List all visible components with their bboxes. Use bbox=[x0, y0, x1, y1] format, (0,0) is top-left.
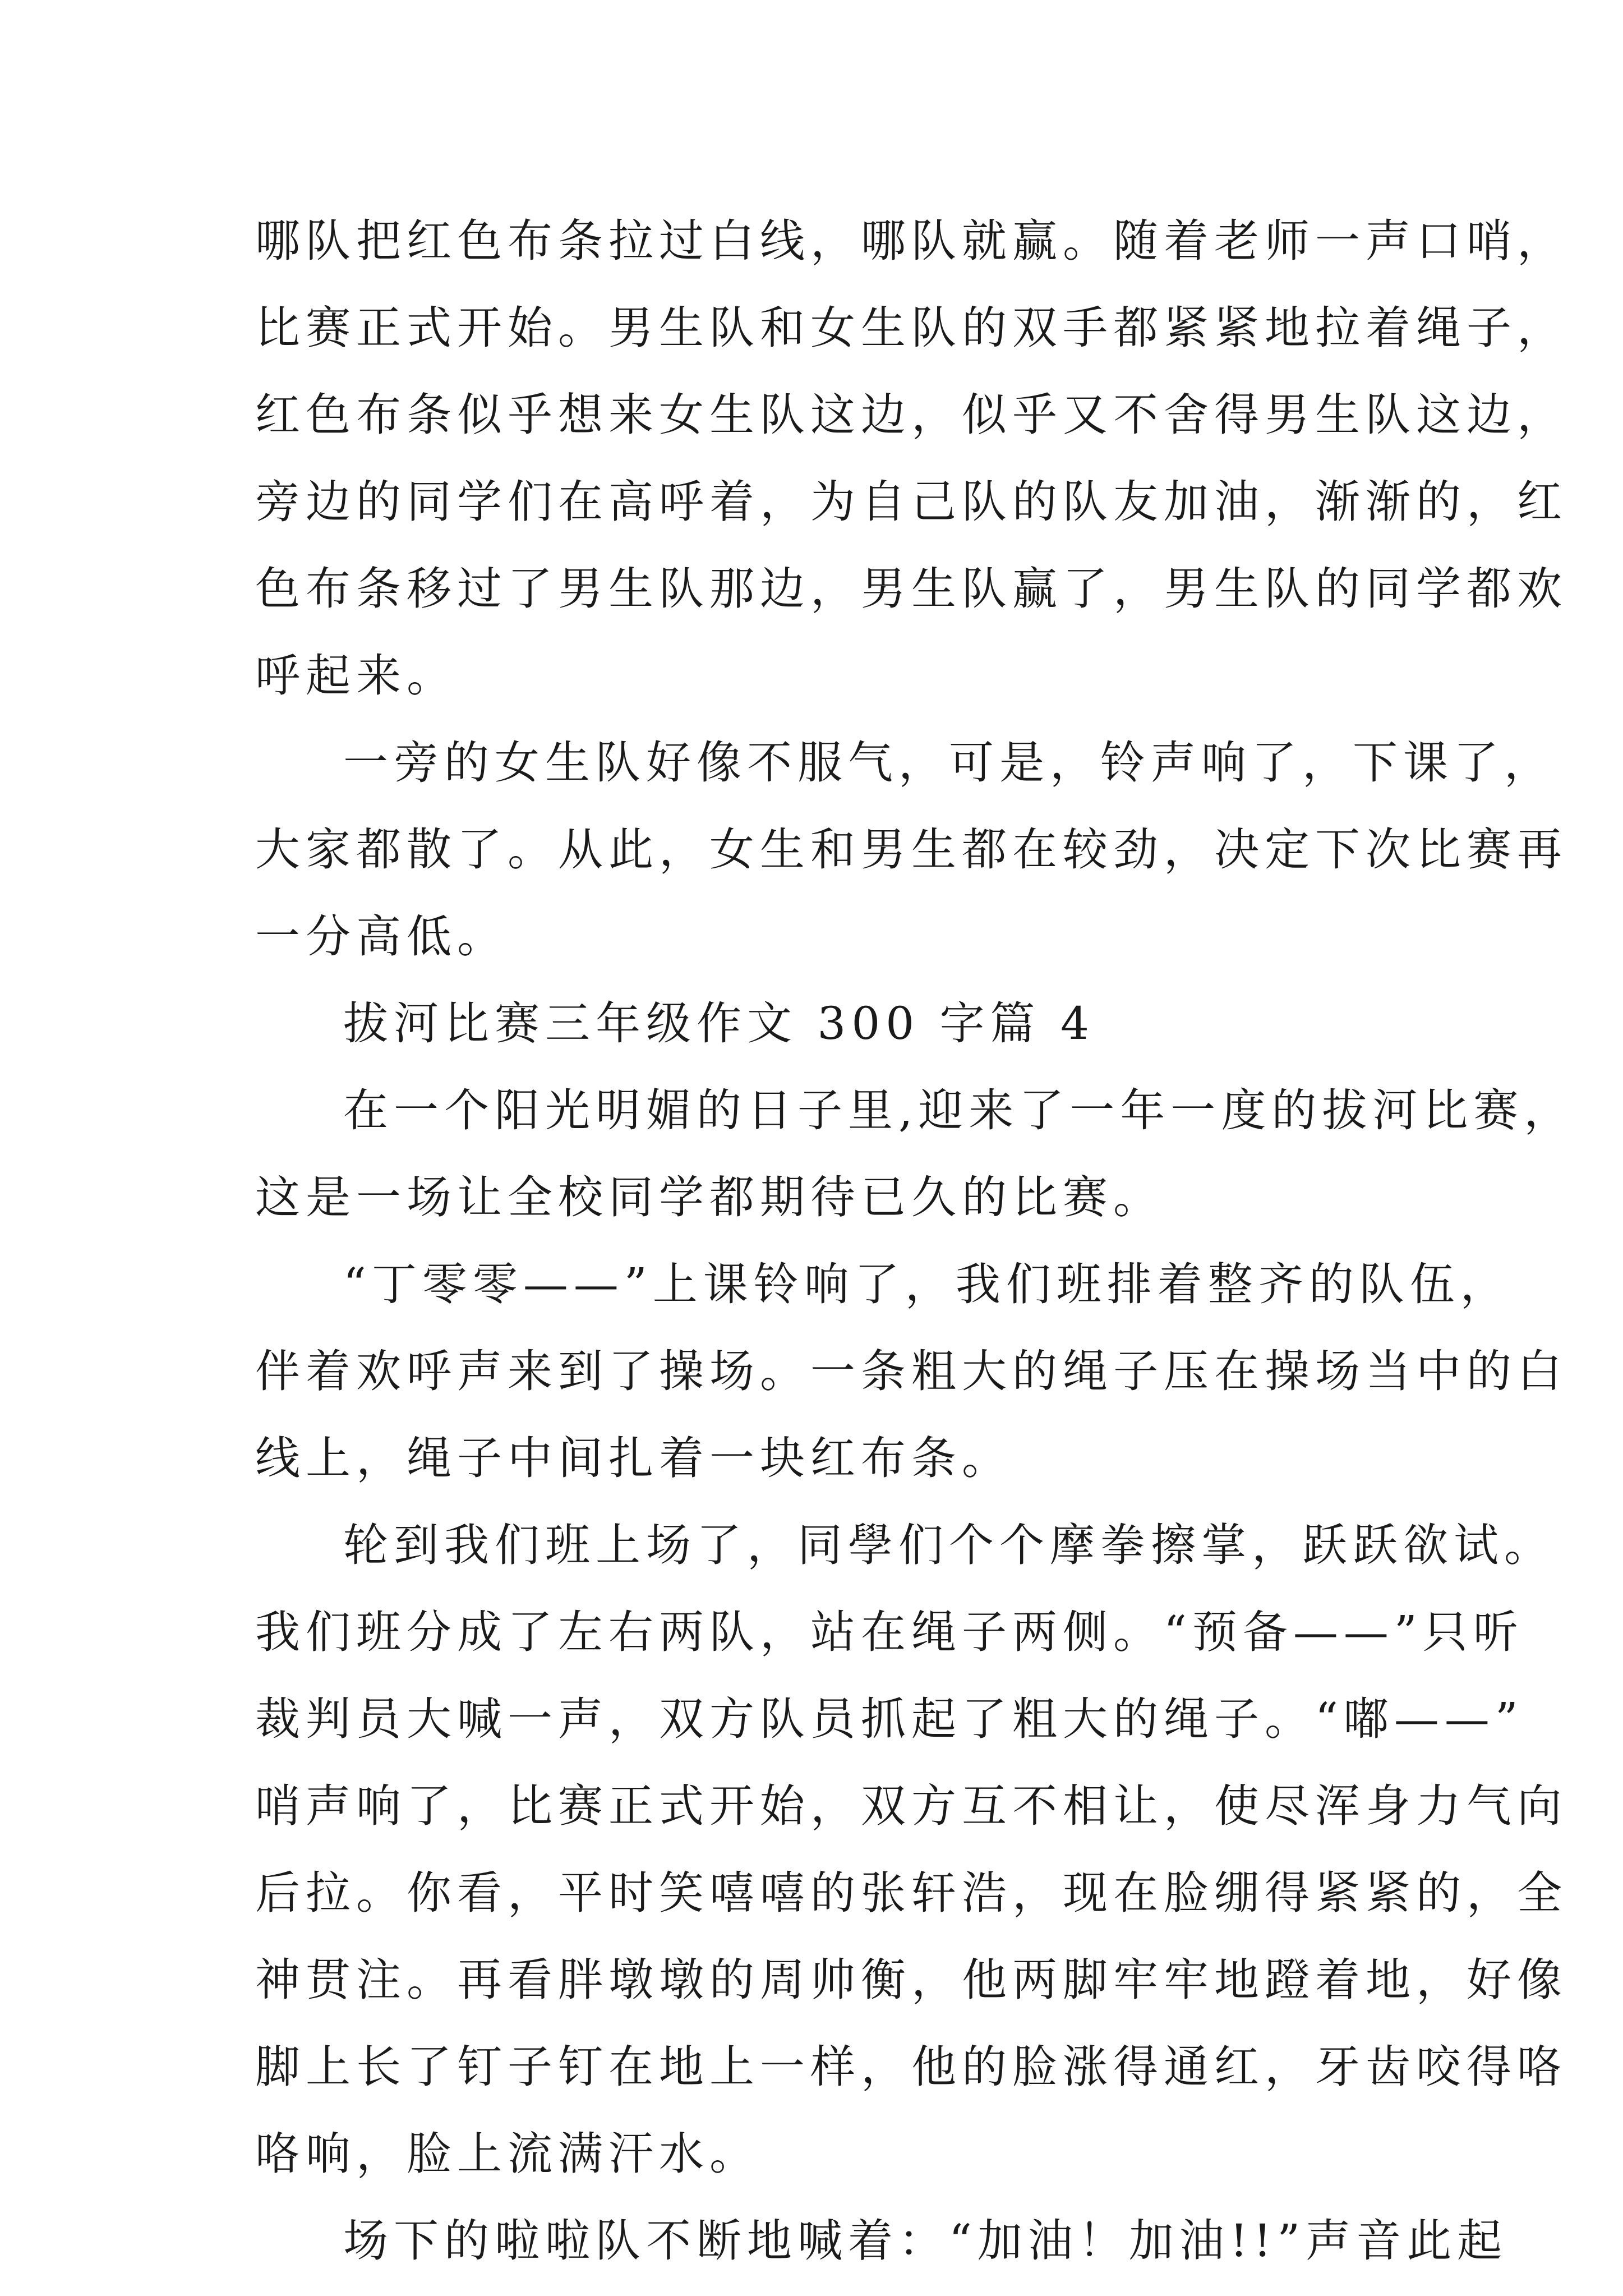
text-line: 色布条移过了男生队那边，男生队赢了，男生队的同学都欢 bbox=[255, 563, 1567, 615]
text-line: 红色布条似乎想来女生队这边，似乎又不舍得男生队这边， bbox=[255, 389, 1567, 441]
text-line: 神贯注。再看胖墩墩的周帅衡，他两脚牢牢地蹬着地，好像 bbox=[255, 1954, 1567, 2006]
text-line: 后拉。你看，平时笑嘻嘻的张轩浩，现在脸绷得紧紧的，全 bbox=[255, 1867, 1567, 1919]
paragraph-start-line: 在一个阳光明媚的日子里,迎来了一年一度的拔河比赛， bbox=[343, 1084, 1575, 1137]
text-line: 伴着欢呼声来到了操场。一条粗大的绳子压在操场当中的白 bbox=[255, 1345, 1567, 1397]
text-line: 脚上长了钉子钉在地上一样，他的脸涨得通红，牙齿咬得咯 bbox=[255, 2041, 1567, 2093]
text-line: 旁边的同学们在高呼着，为自己队的队友加油，渐渐的，红 bbox=[255, 476, 1567, 528]
text-line: 比赛正式开始。男生队和女生队的双手都紧紧地拉着绳子， bbox=[255, 302, 1567, 354]
section-heading: 拔河比赛三年级作文 300 字篇 4 bbox=[343, 997, 1095, 1050]
paragraph-start-line: “丁零零——”上课铃响了，我们班排着整齐的队伍， bbox=[343, 1258, 1511, 1310]
text-line: 大家都散了。从此，女生和男生都在较劲，决定下次比赛再 bbox=[255, 823, 1567, 876]
text-line: 哨声响了，比赛正式开始，双方互不相让，使尽浑身力气向 bbox=[255, 1780, 1567, 1832]
paragraph-start-line: 场下的啦啦队不断地喊着：“加油！加油!!”声音此起 bbox=[343, 2215, 1508, 2267]
paragraph-start-line: 轮到我们班上场了，同學们个个摩拳擦掌，跃跃欲试。 bbox=[343, 1519, 1555, 1571]
text-line: 裁判员大喊一声，双方队员抓起了粗大的绳子。“嘟——” bbox=[255, 1693, 1524, 1745]
paragraph-start-line: 一旁的女生队好像不服气，可是，铃声响了，下课了， bbox=[343, 737, 1555, 789]
text-line: 哪队把红色布条拉过白线，哪队就赢。随着老师一声口哨， bbox=[255, 215, 1567, 267]
text-line: 这是一场让全校同学都期待已久的比赛。 bbox=[255, 1171, 1164, 1223]
text-line: 呼起来。 bbox=[255, 650, 457, 702]
text-line: 线上，绳子中间扎着一块红布条。 bbox=[255, 1432, 1012, 1484]
text-line: 一分高低。 bbox=[255, 910, 508, 963]
text-line: 咯响，脸上流满汗水。 bbox=[255, 2128, 760, 2180]
text-line: 我们班分成了左右两队，站在绳子两侧。“预备——”只听 bbox=[255, 1606, 1524, 1658]
